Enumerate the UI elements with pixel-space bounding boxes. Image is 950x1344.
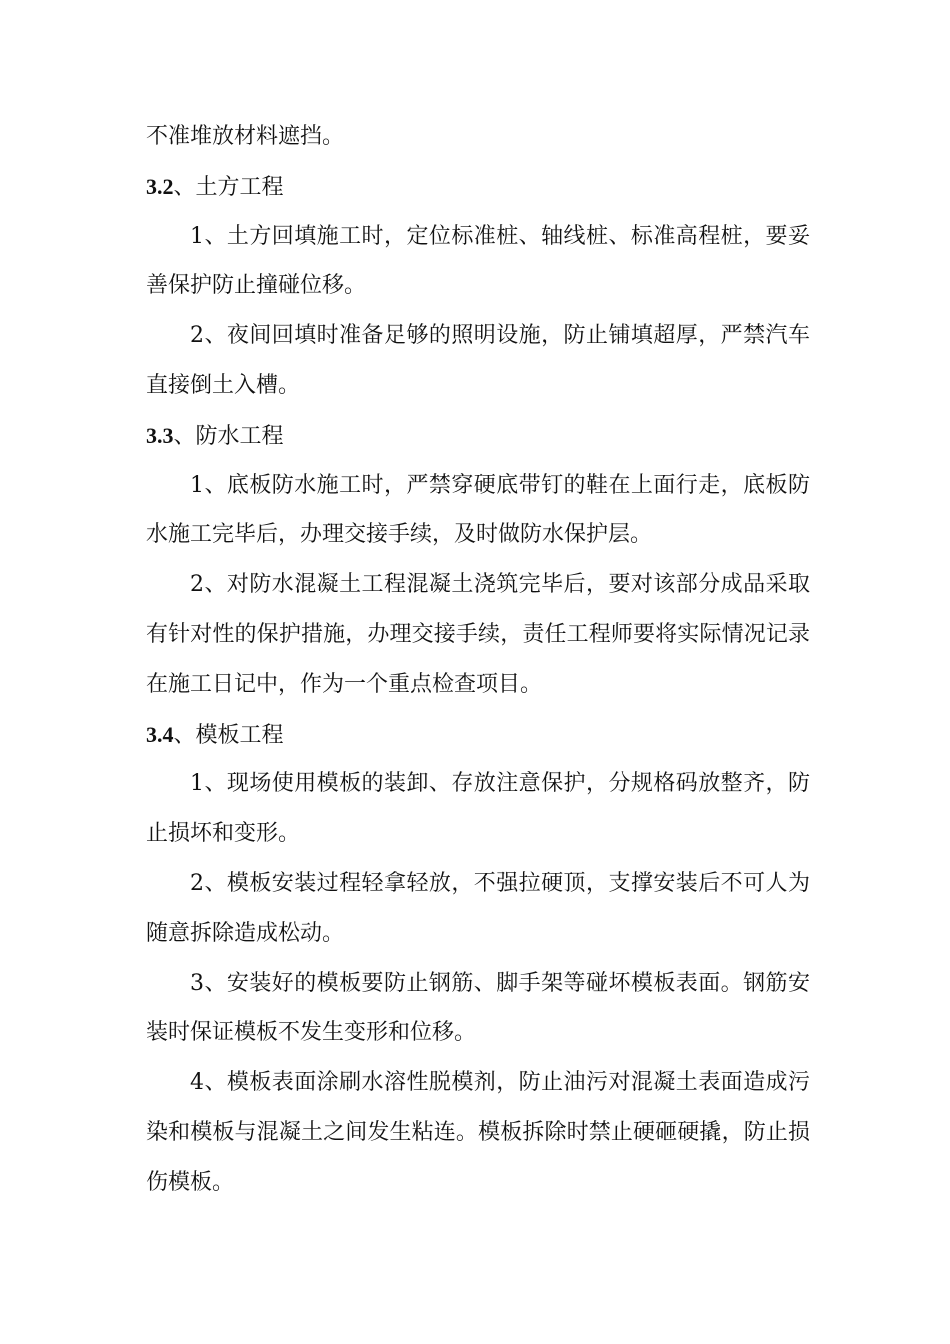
section-title: 、防水工程 bbox=[173, 423, 284, 449]
paragraph-line: 随意拆除造成松动。 bbox=[146, 920, 345, 946]
section-title: 、模板工程 bbox=[173, 722, 284, 748]
section-heading-3-4 bbox=[146, 710, 810, 760]
paragraph-line: 止损坏和变形。 bbox=[146, 821, 301, 847]
paragraph-line: 2、对防水混凝土工程混凝土浇筑完毕后，要对该部分成品采取 bbox=[190, 572, 810, 598]
paragraph-line: 4、模板表面涂刷水溶性脱模剂，防止油污对混凝土表面造成污 bbox=[190, 1070, 810, 1096]
section-number: 3.2 bbox=[146, 173, 174, 199]
paragraph-line: 1、底板防水施工时，严禁穿硬底带钉的鞋在上面行走，底板防 bbox=[190, 472, 810, 498]
paragraph-line: 伤模板。 bbox=[146, 1169, 235, 1195]
section-title: 、土方工程 bbox=[173, 174, 284, 200]
section-heading-3-3 bbox=[146, 411, 810, 461]
section-heading-3-2 bbox=[146, 162, 810, 212]
paragraph-line: 2、夜间回填时准备足够的照明设施，防止铺填超厚，严禁汽车 bbox=[190, 323, 810, 349]
paragraph-line: 装时保证模板不发生变形和位移。 bbox=[146, 1020, 477, 1046]
document-body bbox=[146, 112, 810, 1208]
paragraph-line: 有针对性的保护措施，办理交接手续，责任工程师要将实际情况记录 bbox=[146, 621, 810, 647]
section-number: 3.4 bbox=[146, 721, 174, 747]
section-number: 3.3 bbox=[146, 422, 174, 448]
paragraph-line: 3、安装好的模板要防止钢筋、脚手架等碰坏模板表面。钢筋安 bbox=[190, 970, 810, 996]
paragraph-line: 善保护防止撞碰位移。 bbox=[146, 273, 367, 299]
paragraph-line: 水施工完毕后，办理交接手续，及时做防水保护层。 bbox=[146, 522, 653, 548]
paragraph-line: 染和模板与混凝土之间发生粘连。模板拆除时禁止硬砸硬撬，防止损 bbox=[146, 1119, 810, 1145]
paragraph-line: 直接倒土入槽。 bbox=[146, 372, 301, 398]
paragraph-line: 1、现场使用模板的装卸、存放注意保护，分规格码放整齐，防 bbox=[190, 771, 810, 797]
paragraph-line: 不准堆放材料遮挡。 bbox=[146, 124, 345, 149]
paragraph-line: 2、模板安装过程轻拿轻放，不强拉硬顶，支撑安装后不可人为 bbox=[190, 870, 810, 896]
paragraph-line: 在施工日记中，作为一个重点检查项目。 bbox=[146, 671, 543, 697]
paragraph-line: 1、土方回填施工时，定位标准桩、轴线桩、标准高程桩，要妥 bbox=[190, 223, 810, 249]
